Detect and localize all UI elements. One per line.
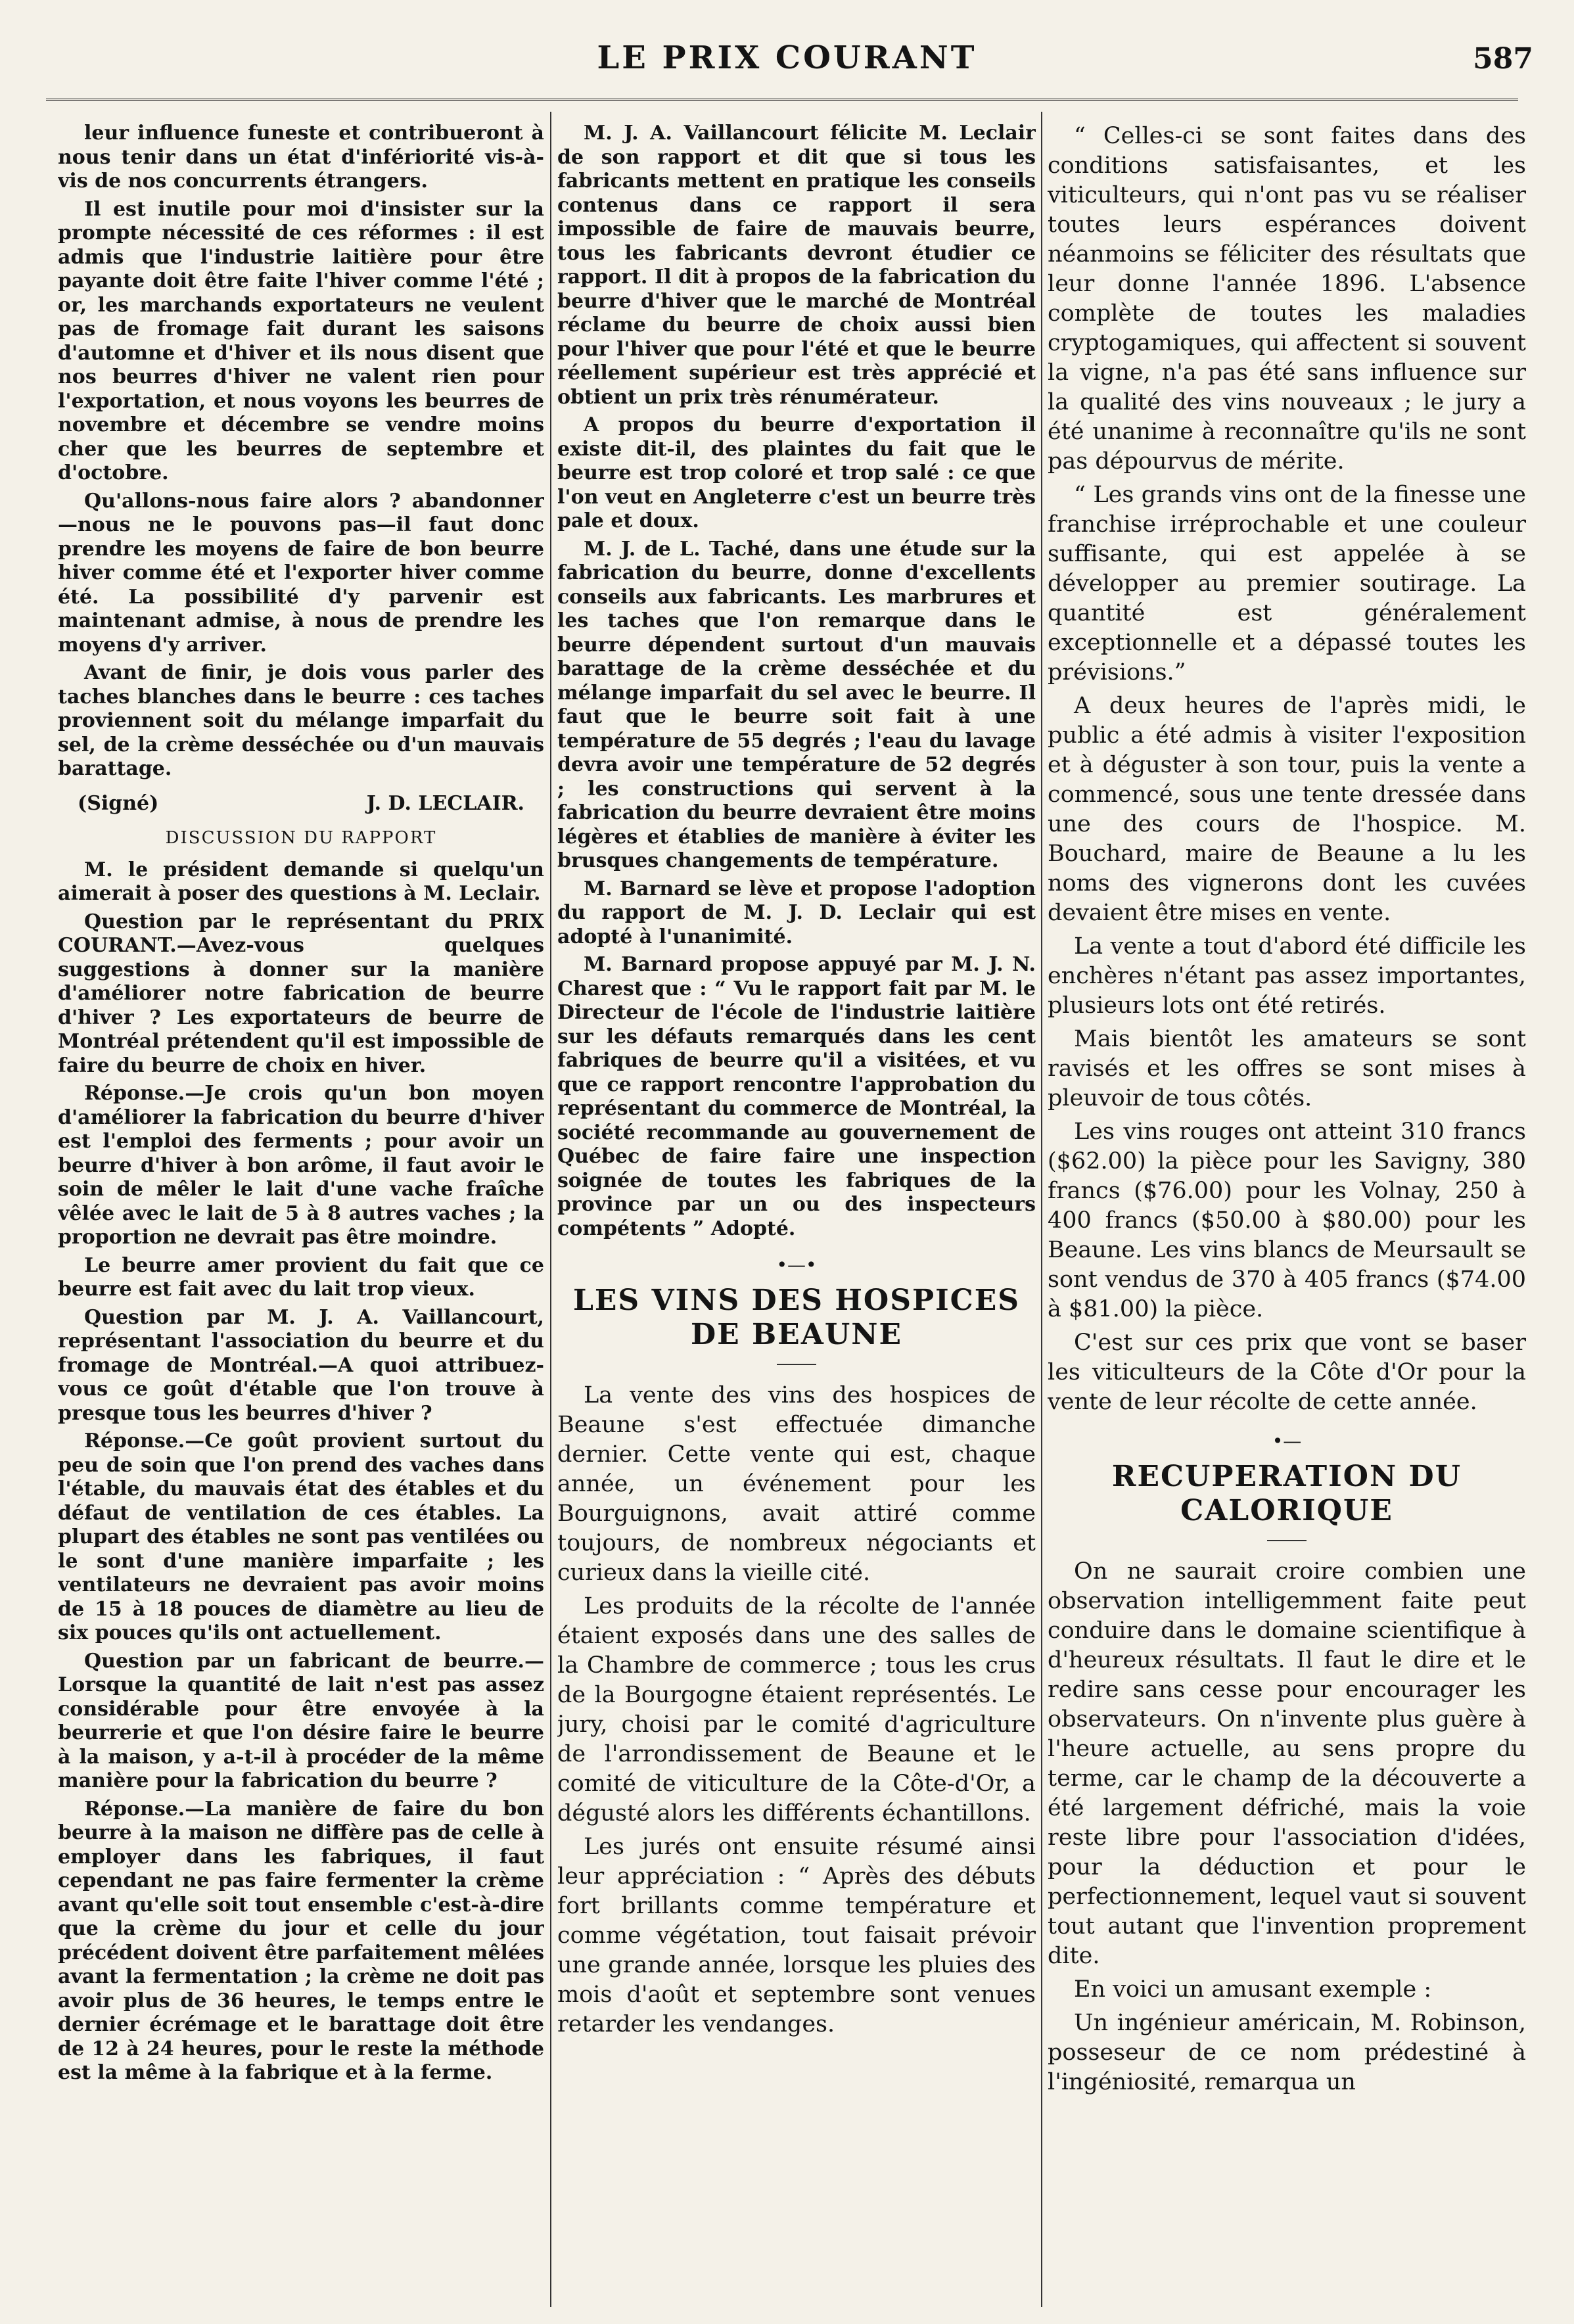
page-header xyxy=(0,39,1574,85)
heading-rule xyxy=(777,1364,816,1365)
paragraph: “ Celles-ci se sont faites dans des conditions satisfaisantes, et les viticulteurs, qui n'ont pas vu se réaliser toutes leurs espérances doivent néanmoins se féliciter des résultats que leur donne l'année 1896. L'absence complète de toutes les maladies cryptogamiques, qui affectent si souvent la vigne, n'a pas été sans influence sur la qualité des vins nouveaux ; le jury a été unanime à reconnaître qu'ils ne sont pas dépourvus de mérite. xyxy=(1048,123,1526,475)
wine-article-text xyxy=(557,1381,1036,2039)
wine-article-continuation xyxy=(1048,122,1526,1417)
paragraph: Mais bientôt les amateurs se sont ravisés et les offres se sont mises à pleuvoir de tous côtés. xyxy=(1048,1026,1526,1111)
paragraph: Réponse.—Je crois qu'un bon moyen d'améliorer la fabrication du beurre d'hiver est l'emploi des ferments ; pour avoir un beurre d'hiver à bon arôme, il faut avoir le soin de mêler le lait d'une vache fraîche vêlée avec le lait de 5 à 8 autres vaches ; la proportion ne devrait pas être moindre. xyxy=(58,1082,544,1249)
paragraph: M. Barnard se lève et propose l'adoption du rapport de M. J. D. Leclair qui est adopté à l'unanimité. xyxy=(557,877,1036,948)
paragraph: A propos du beurre d'exportation il existe dit-il, des plaintes du fait que le beurre est trop coloré et trop salé : ce que l'on veut en Angleterre c'est un beurre très pale et doux. xyxy=(557,413,1036,532)
paragraph: On ne saurait croire combien une observation intelligemment faite peut conduire dans le domaine scientifique à d'heureux résultats. Il faut le dire et le redire sans cesse pour encourager les observateurs. On n'invente plus guère à l'heure actuelle, au sens propre du terme, car le champ de la découverte a été largement défriché, mais la voie reste libre pour l'association d'idées, pour la déduction et pour le perfectionnement, lequel vaut si souvent tout autant que l'invention proprement dite. xyxy=(1048,1558,1526,1969)
column-1 xyxy=(58,122,544,2089)
paragraph: Les vins rouges ont atteint 310 francs ($62.00) la pièce pour les Savigny, 380 francs ($76.00) pour les Volnay, 250 à 400 francs ($50.00 à $80.00) pour les Beaune. Les vins blancs de Meursault se sont vendus de 370 à 405 francs ($74.00 à $81.00) la pièce. xyxy=(1048,1119,1526,1322)
paragraph: Qu'allons-nous faire alors ? abandonner—nous ne le pouvons pas—il faut donc prendre les moyens de faire de bon beurre hiver comme été et l'exporter hiver comme été. La possibilité d'y parvenir est maintenant admise, à nous de prendre les moyens d'y arriver. xyxy=(58,489,544,657)
column-2 xyxy=(557,122,1036,2043)
paragraph: “ Les grands vins ont de la finesse une franchise irréprochable et une couleur suffisante, qui est appelée à se développer au premier soutirage. La quantité est généralement exceptionnelle et a dépassé toutes les prévisions.” xyxy=(1048,482,1526,686)
paragraph: Les produits de la récolte de l'année étaient exposés dans une des salles de la Chambre de commerce ; tous les crus de la Bourgogne étaient représentés. Le jury, choisi par le comité d'agriculture de l'arrondissement de Beaune et le comité de viticulture de la Côte-d'Or, a dégusté alors les différents échantillons. xyxy=(557,1593,1036,1826)
paragraph: Il est inutile pour moi d'insister sur la prompte nécessité de ces réformes : il est admis que l'industrie laitière pour être payante doit être faite l'hiver comme l'été ; or, les marchands exportateurs ne veulent pas de fromage fait durant les saisons d'automne et d'hiver et ils nous disent que nos beurres d'hiver ne valent rien pour l'exportation, et nous voyons les beurres de novembre et décembre se vendre moins cher que les beurres de septembre et d'octobre. xyxy=(58,197,544,484)
paragraph: La vente a tout d'abord été difficile les enchères n'étant pas assez importantes, plusieurs lots ont été retirés. xyxy=(1048,933,1526,1019)
paragraph: Avant de finir, je dois vous parler des taches blanches dans le beurre : ces taches proviennent soit du mélange imparfait du sel, de la crème desséchée ou d'un mauvais barattage. xyxy=(58,661,544,780)
paragraph: Le beurre amer provient du fait que ce beurre est fait avec du lait trop vieux. xyxy=(58,1253,544,1301)
caloric-article-text xyxy=(1048,1557,1526,2097)
paragraph: En voici un amusant exemple : xyxy=(1074,1976,1432,2003)
report-continuation xyxy=(557,122,1036,1241)
paragraph: M. J. A. Vaillancourt félicite M. Leclair de son rapport et dit que si tous les fabricants mettent en pratique les conseils contenus dans ce rapport il sera impossible de faire de mauvais beurre, tous les fabricants devront étudier ce rapport. Il dit à propos de la fabrication du beurre d'hiver que le marché de Montréal réclame du beurre de choix aussi bien pour l'hiver que pour l'été et que le beurre réellement supérieur est très apprécié et obtient un prix très rénumérateur. xyxy=(557,122,1036,409)
paragraph: Réponse.—La manière de faire du bon beurre à la maison ne diffère pas de celle à employer dans les fabriques, il faut cependant ne pas faire fermenter la crème avant qu'elle soit tout ensemble c'est-à-dire que la crème du jour et celle du jour précédent doivent être parfaitement mêlées avant la fermentation ; la crème ne doit pas avoir plus de 36 heures, le temps entre le dernier écrémage et le barattage doit être de 12 à 24 heures, pour le reste la méthode est la même à la fabrique et à la ferme. xyxy=(58,1797,544,2084)
paragraph: Réponse.—Ce goût provient surtout du peu de soin que l'on prend des vaches dans l'étable, du mauvais état des étables et du défaut de ventilation de ces étables. La plupart des étables ne sont pas ventilées ou le sont d'une manière imparfaite ; les ventilateurs ne devraient pas avoir moins de 15 à 18 pouces de diamètre au lieu de six pouces qu'ils ont actuellement. xyxy=(58,1429,544,1644)
report-end-text xyxy=(58,122,544,781)
paragraph: Question par M. J. A. Vaillancourt, représentant l'association du beurre et du fromage de Montréal.—A quoi attribuez-vous ce goût d'étable que l'on trouve à presque tous les beurres d'hiver ? xyxy=(58,1305,544,1425)
section-ornament: •—• xyxy=(776,1254,817,1276)
journal-title: LE PRIX COURANT xyxy=(597,39,977,76)
heading-rule xyxy=(1267,1540,1307,1541)
signature xyxy=(78,792,524,815)
paragraph: Question par un fabricant de beurre.—Lorsque la quantité de lait n'est pas assez considérable pour être envoyée à la beurrerie et que l'on désire faire le beurre à la maison, y a-t-il à procéder de la même manière pour la fabrication du beurre ? xyxy=(58,1649,544,1792)
paragraph: A deux heures de l'après midi, le public a été admis à visiter l'exposition et à déguster à son tour, puis la vente a commencé, sous une tente dressée dans une des cours de l'hospice. M. Bouchard, maire de Beaune a lu les noms des vignerons dont les cuvées devaient être mises en vente. xyxy=(1048,693,1526,926)
section-ornament: •— xyxy=(1272,1430,1302,1452)
paragraph: C'est sur ces prix que vont se baser les viticulteurs de la Côte d'Or pour la vente de leur récolte de cette année. xyxy=(1048,1330,1526,1415)
discussion-text xyxy=(58,858,544,2085)
header-rule xyxy=(46,99,1518,101)
column-divider-2 xyxy=(1041,112,1042,2307)
paragraph: La vente des vins des hospices de Beaune s'est effectuée dimanche dernier. Cette vente qui est, chaque année, un événement pour les Bourguignons, avait attiré comme toujours, de nombreux négociants et curieux dans la vieille cité. xyxy=(557,1382,1036,1586)
paragraph: leur influence funeste et contribueront à nous tenir dans un état d'infériorité vis-à-vis de nos concurrents étrangers. xyxy=(58,122,544,193)
paragraph: Les jurés ont ensuite résumé ainsi leur appréciation : “ Après des débuts fort brillants comme température et comme végétation, tout faisait prévoir une grande année, lorsque les pluies des mois d'août et septembre sont venues retarder les vendanges. xyxy=(557,1834,1036,2037)
article-heading: RECUPERATION DU CALORIQUE xyxy=(1111,1460,1462,1527)
article-heading: LES VINS DES HOSPICES DE BEAUNE xyxy=(572,1284,1021,1351)
signature-label: (Signé) xyxy=(78,791,159,815)
paragraph: M. Barnard propose appuyé par M. J. N. Charest que : “ Vu le rapport fait par M. le Directeur de l'école de l'industrie laitière sur les défauts remarqués dans les cent fabriques de beurre qu'il a visitées, et vu que ce rapport rencontre l'approbation du représentant du commerce de Montréal, la société recommande au gouvernement de Québec de faire faire une inspection soignée de toutes les fabriques de la province par un ou des inspecteurs compétents ” Adopté. xyxy=(557,953,1036,1240)
column-3 xyxy=(1048,122,1526,2101)
section-subheading: DISCUSSION DU RAPPORT xyxy=(165,827,437,848)
paragraph: Un ingénieur américain, M. Robinson, posseseur de ce nom prédestiné à l'ingéniosité, remarqua un xyxy=(1048,2010,1526,2095)
signature-name: J. D. LECLAIR. xyxy=(366,791,524,815)
paragraph: Question par le représentant du PRIX COURANT.—Avez-vous quelques suggestions à donner sur la manière d'améliorer notre fabrication de beurre d'hiver ? Les exportateurs de beurre de Montréal prétendent qu'il est impossible de faire du beurre de choix en hiver. xyxy=(58,910,544,1077)
paragraph: M. le président demande si quelqu'un aimerait à poser des questions à M. Leclair. xyxy=(58,858,544,905)
page-number: 587 xyxy=(1473,42,1533,76)
paragraph: M. J. de L. Taché, dans une étude sur la fabrication du beurre, donne d'excellents conseils aux fabricants. Les marbrures et les taches que l'on remarque dans le beurre dépendent surtout d'un mauvais barattage de la crème desséchée et du mélange imparfait du sel avec le beurre. Il faut que le beurre soit fait à une température de 55 degrés ; l'eau du lavage devra avoir une température de 52 degrés ; les constructions qui servent à la fabrication du beurre devraient être moins légères et établies de manière à éviter les brusques changements de température. xyxy=(557,537,1036,872)
column-divider-1 xyxy=(550,112,551,2307)
